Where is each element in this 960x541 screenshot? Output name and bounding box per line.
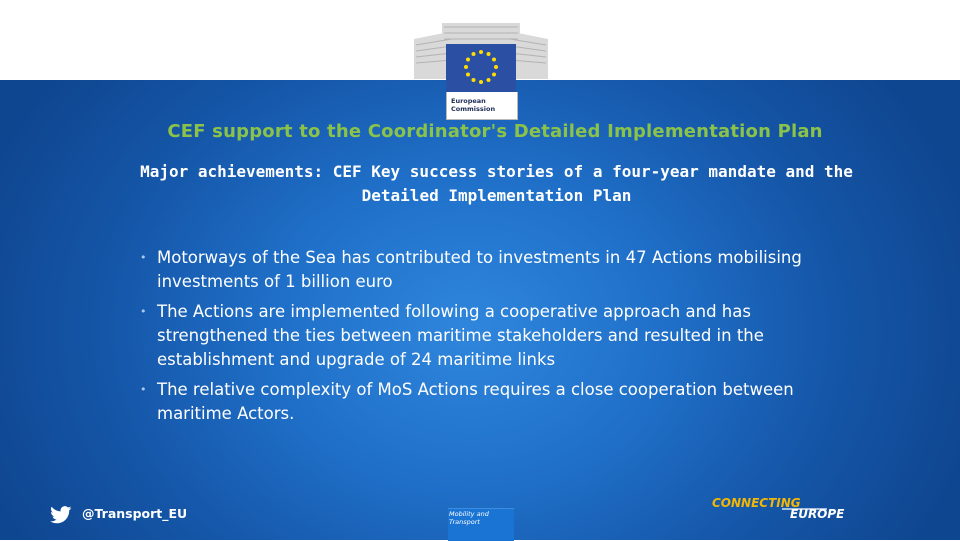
bullet-item — [140, 300, 850, 372]
bullet-list — [140, 246, 850, 432]
twitter-bird-icon[interactable] — [50, 506, 72, 524]
logo-label — [446, 92, 518, 120]
bullet-marker: • — [140, 383, 147, 396]
slide-subtitle: Major achievements: CEF Key success stories of a four-year mandate and the Detailed Implementation Plan — [140, 162, 853, 205]
europe-word: EUROPE — [790, 507, 845, 521]
logo-text-line2: Commission — [451, 105, 496, 113]
bullet-marker: • — [140, 305, 147, 318]
dg-text-line1: Mobility and — [449, 510, 489, 518]
bullet-text: The Actions are implemented following a cooperative approach and has strengthened the ties between maritime stakeholders and resulted in the establishment and upgrade of 24 maritime links — [157, 302, 764, 369]
logo-text-line1: European — [451, 97, 486, 105]
bullet-item — [140, 246, 850, 294]
dg-text-line2: Transport — [449, 518, 480, 526]
connecting-europe-logo — [712, 496, 872, 522]
bullet-marker: • — [140, 251, 147, 264]
european-commission-logo — [414, 17, 548, 113]
bullet-item — [140, 378, 850, 426]
dg-mobility-transport-box — [448, 508, 514, 541]
eu-stars-icon — [446, 44, 516, 92]
connecting-word: CONNECTING — [712, 496, 801, 510]
slide-title: CEF support to the Coordinator's Detailed Implementation Plan — [167, 121, 823, 142]
twitter-handle[interactable]: @Transport_EU — [82, 506, 188, 521]
bullet-text: Motorways of the Sea has contributed to investments in 47 Actions mobilising investments of 1 billion euro — [157, 248, 802, 291]
eu-flag — [446, 44, 516, 92]
bullet-text: The relative complexity of MoS Actions requires a close cooperation between maritime Actors. — [157, 380, 794, 423]
